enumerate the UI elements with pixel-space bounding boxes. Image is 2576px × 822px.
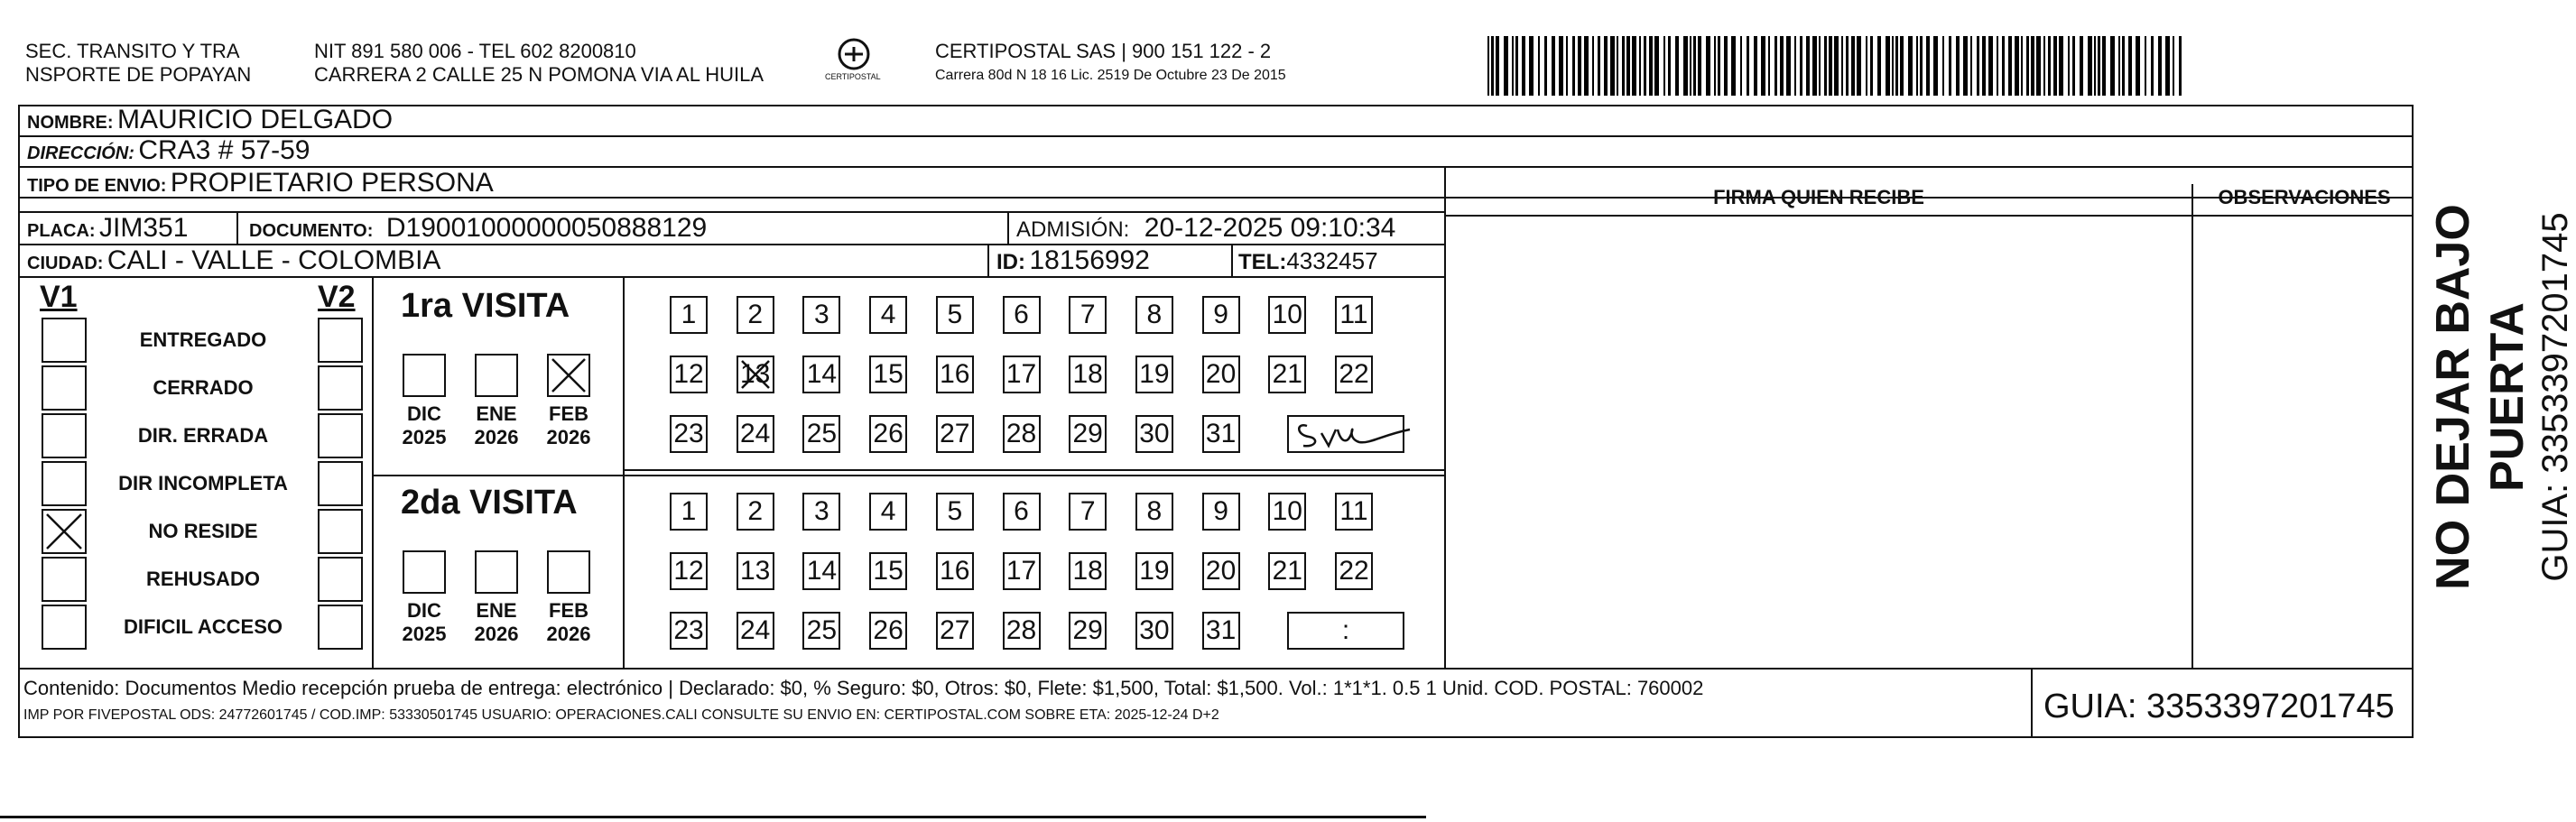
nombre-label: NOMBRE: <box>27 113 114 133</box>
day-box[interactable] <box>737 493 774 531</box>
day-number: 16 <box>940 556 970 586</box>
day-box[interactable] <box>1003 415 1041 453</box>
day-number: 25 <box>806 419 838 448</box>
month-checkbox[interactable] <box>403 550 446 594</box>
day-number: 2 <box>747 496 764 526</box>
v1-label: V1 <box>40 280 78 314</box>
tel-field <box>1238 245 1378 276</box>
day-box[interactable] <box>936 296 974 334</box>
day-number: 21 <box>1272 359 1302 389</box>
tel-label: TEL: <box>1238 250 1287 274</box>
day-box[interactable] <box>670 612 708 650</box>
day-number: 19 <box>1139 359 1170 389</box>
placa-value: JIM351 <box>99 213 189 243</box>
month-year: 2025 <box>402 623 447 645</box>
day-number: 26 <box>873 419 903 448</box>
day-box[interactable] <box>936 552 974 590</box>
day-number: 9 <box>1213 300 1228 329</box>
day-number: 1 <box>681 300 697 329</box>
day-number: 14 <box>806 556 838 586</box>
month-label <box>542 599 596 646</box>
day-box[interactable] <box>802 493 840 531</box>
day-number: 5 <box>947 496 963 526</box>
month-checkbox[interactable] <box>475 354 518 397</box>
month-label <box>397 599 451 646</box>
placa-label: PLACA: <box>27 221 96 241</box>
day-number: 6 <box>1014 496 1029 526</box>
day-box[interactable] <box>802 296 840 334</box>
day-box[interactable] <box>1135 415 1173 453</box>
v2-checkbox[interactable] <box>318 413 363 458</box>
day-number: 7 <box>1080 300 1096 329</box>
day-box[interactable] <box>1335 296 1373 334</box>
documento-value: D19001000000050888129 <box>385 213 708 243</box>
day-box[interactable] <box>1003 296 1041 334</box>
day-number: 5 <box>947 300 963 329</box>
day-box[interactable] <box>1069 612 1107 650</box>
tel-value: 4332457 <box>1286 247 1378 274</box>
month-name: FEB <box>549 402 588 425</box>
day-number: 3 <box>814 300 829 329</box>
day-number: 24 <box>740 615 771 645</box>
barcode <box>1487 36 2191 96</box>
sender-contact-line-2: CARRERA 2 CALLE 25 N POMONA VIA AL HUILA <box>314 63 764 86</box>
admision-label: ADMISIÓN: <box>1016 217 1130 242</box>
day-box[interactable] <box>802 612 840 650</box>
day-box[interactable] <box>869 612 907 650</box>
day-box[interactable] <box>737 612 774 650</box>
day-box[interactable] <box>936 415 974 453</box>
day-box[interactable] <box>737 552 774 590</box>
month-year: 2026 <box>474 623 519 645</box>
day-number: 18 <box>1072 359 1103 389</box>
day-box[interactable] <box>1335 356 1373 393</box>
day-number: 12 <box>673 556 704 586</box>
nombre-value: MAURICIO DELGADO <box>117 105 394 134</box>
check-mark-icon <box>738 357 773 392</box>
day-number: 10 <box>1272 300 1302 329</box>
day-number: 14 <box>806 359 838 389</box>
side-warning: NO DEJAR BAJO PUERTA <box>2427 204 2534 590</box>
v1-checkbox[interactable] <box>42 461 87 506</box>
day-number: 23 <box>673 615 704 645</box>
carrier-logo <box>820 36 901 90</box>
tipo-envio-field <box>27 168 494 199</box>
day-box[interactable] <box>936 493 974 531</box>
day-number: 31 <box>1205 615 1237 645</box>
day-box[interactable] <box>1202 612 1240 650</box>
day-box[interactable] <box>1069 356 1107 393</box>
month-checkbox[interactable] <box>475 550 518 594</box>
direccion-value: CRA3 # 57-59 <box>138 135 310 165</box>
v1-checkbox[interactable] <box>42 413 87 458</box>
v1-checkbox[interactable] <box>42 365 87 411</box>
id-label: ID: <box>996 250 1025 274</box>
day-number: 28 <box>1005 419 1037 448</box>
month-name: FEB <box>549 599 588 622</box>
day-box[interactable] <box>1135 612 1173 650</box>
day-box[interactable] <box>802 415 840 453</box>
day-box[interactable] <box>670 493 708 531</box>
month-name: DIC <box>407 402 441 425</box>
carrier-name: CERTIPOSTAL SAS | 900 151 122 - 2 <box>935 40 1272 62</box>
day-box[interactable] <box>1202 415 1240 453</box>
v2-checkbox[interactable] <box>318 318 363 363</box>
status-label: DIFICIL ACCESO <box>123 615 283 638</box>
v1-checkbox[interactable] <box>42 557 87 602</box>
day-number: 12 <box>673 359 704 389</box>
placa-field <box>27 213 188 244</box>
day-box[interactable] <box>1335 493 1373 531</box>
day-number: 8 <box>1146 496 1163 526</box>
footer-guia: GUIA: 3353397201745 <box>2043 688 2395 725</box>
day-box[interactable] <box>1135 356 1173 393</box>
day-box[interactable] <box>869 552 907 590</box>
day-number: 19 <box>1139 556 1170 586</box>
day-box[interactable] <box>1202 296 1240 334</box>
day-number: 8 <box>1146 300 1163 329</box>
v2-label: V2 <box>318 280 356 314</box>
id-value: 18156992 <box>1029 245 1150 275</box>
ciudad-value: CALI - VALLE - COLOMBIA <box>107 245 441 275</box>
status-label: DIR INCOMPLETA <box>118 472 288 494</box>
tipo-envio-label: TIPO DE ENVIO: <box>27 176 167 196</box>
day-box[interactable] <box>670 296 708 334</box>
day-number: 30 <box>1139 419 1170 448</box>
day-box[interactable] <box>802 552 840 590</box>
day-box[interactable] <box>1003 493 1041 531</box>
firma-label: FIRMA QUIEN RECIBE <box>1713 186 1924 208</box>
day-box[interactable] <box>1135 296 1173 334</box>
second-visit-title: 2da VISITA <box>401 484 578 522</box>
visit-signature-box[interactable] <box>1287 415 1404 453</box>
signature-area[interactable] <box>1446 217 2191 668</box>
day-number: 1 <box>681 496 697 526</box>
month-label <box>542 402 596 449</box>
day-number: 28 <box>1005 615 1037 645</box>
day-box[interactable] <box>1069 552 1107 590</box>
day-box[interactable] <box>1135 552 1173 590</box>
day-box[interactable] <box>737 356 774 393</box>
day-box[interactable] <box>1335 552 1373 590</box>
id-field <box>996 245 1150 276</box>
day-number: 22 <box>1339 359 1369 389</box>
day-box[interactable] <box>869 493 907 531</box>
day-box[interactable] <box>670 356 708 393</box>
logo-icon <box>820 36 901 90</box>
day-number: 21 <box>1272 556 1302 586</box>
day-box[interactable] <box>1069 493 1107 531</box>
day-box[interactable] <box>737 415 774 453</box>
day-box[interactable] <box>869 296 907 334</box>
day-number: 25 <box>806 615 838 645</box>
day-box[interactable] <box>869 356 907 393</box>
day-number: 26 <box>873 615 903 645</box>
month-checkbox[interactable] <box>547 354 590 397</box>
month-checkbox[interactable] <box>547 550 590 594</box>
day-number: 20 <box>1205 556 1237 586</box>
first-visit-title: 1ra VISITA <box>401 287 570 325</box>
month-checkbox[interactable] <box>403 354 446 397</box>
day-box[interactable] <box>1202 493 1240 531</box>
month-name: ENE <box>476 599 517 622</box>
day-box[interactable] <box>1003 356 1041 393</box>
day-number: 2 <box>747 300 764 329</box>
day-number: 15 <box>873 359 903 389</box>
day-number: 27 <box>940 615 970 645</box>
direccion-label: DIRECCIÓN: <box>27 143 134 163</box>
day-number: 4 <box>880 496 896 526</box>
day-number: 18 <box>1072 556 1103 586</box>
day-box[interactable] <box>1268 296 1306 334</box>
day-box[interactable] <box>1003 552 1041 590</box>
day-box[interactable] <box>670 415 708 453</box>
v2-checkbox[interactable] <box>318 461 363 506</box>
logo-text: CERTIPOSTAL <box>825 72 881 81</box>
month-year: 2026 <box>546 623 591 645</box>
side-guia: GUIA: 3353397201745 <box>2535 212 2575 582</box>
day-number: 13 <box>740 359 771 389</box>
v1-checkbox[interactable] <box>42 509 87 554</box>
carrier-info <box>935 40 1286 85</box>
day-box[interactable] <box>1268 552 1306 590</box>
day-number: 6 <box>1014 300 1029 329</box>
day-number: 23 <box>673 419 704 448</box>
day-box[interactable] <box>802 356 840 393</box>
v2-checkbox[interactable] <box>318 605 363 650</box>
month-year: 2026 <box>546 426 591 448</box>
v1-checkbox[interactable] <box>42 605 87 650</box>
day-box[interactable] <box>1135 493 1173 531</box>
day-box[interactable] <box>1069 415 1107 453</box>
check-mark-icon <box>549 356 588 395</box>
v2-checkbox[interactable] <box>318 365 363 411</box>
status-label: NO RESIDE <box>148 520 258 542</box>
day-number: 11 <box>1339 300 1368 329</box>
handwritten-signature-icon <box>1289 417 1403 451</box>
month-year: 2026 <box>474 426 519 448</box>
ciudad-label: CIUDAD: <box>27 254 104 273</box>
nombre-field <box>27 105 393 135</box>
day-box[interactable] <box>869 415 907 453</box>
day-number: 15 <box>873 556 903 586</box>
admision-value: 20-12-2025 09:10:34 <box>1144 213 1396 243</box>
direccion-field <box>27 135 310 166</box>
sender-name-line-1: SEC. TRANSITO Y TRA <box>25 40 240 62</box>
month-label <box>469 402 524 449</box>
day-number: 7 <box>1080 496 1096 526</box>
status-label: ENTREGADO <box>139 328 267 351</box>
day-box[interactable] <box>1069 296 1107 334</box>
day-box[interactable] <box>1202 552 1240 590</box>
day-number: 31 <box>1205 419 1237 448</box>
day-number: 27 <box>940 419 970 448</box>
tipo-envio-value: PROPIETARIO PERSONA <box>170 168 494 198</box>
footer-contenido: Contenido: Documentos Medio recepción prueba de entrega: electrónico | Declarado: $0, % Seguro: $0, Otros: $0, Flete: $1,500, Total: $1,500. Vol.: 1*1*1. 0.5 1 Unid. COD. POSTAL: 760002 <box>23 677 1704 699</box>
day-number: 16 <box>940 359 970 389</box>
day-box[interactable] <box>1202 356 1240 393</box>
day-box[interactable] <box>737 296 774 334</box>
v1-checkbox[interactable] <box>42 318 87 363</box>
month-label <box>397 402 451 449</box>
month-name: DIC <box>407 599 441 622</box>
day-number: 30 <box>1139 615 1170 645</box>
documento-field <box>249 213 707 244</box>
day-number: 13 <box>740 556 771 586</box>
sender-name <box>25 40 251 87</box>
status-label: CERRADO <box>153 376 254 399</box>
month-year: 2025 <box>402 426 447 448</box>
day-box[interactable] <box>936 612 974 650</box>
day-number: 9 <box>1213 496 1228 526</box>
day-number: 17 <box>1005 556 1037 586</box>
status-label: REHUSADO <box>146 568 260 590</box>
status-label: DIR. ERRADA <box>137 424 269 447</box>
v2-checkbox[interactable] <box>318 557 363 602</box>
day-number: 22 <box>1339 556 1369 586</box>
day-box[interactable] <box>936 356 974 393</box>
day-number: 20 <box>1205 359 1237 389</box>
observaciones-area[interactable] <box>2193 217 2414 668</box>
day-number: 3 <box>814 496 829 526</box>
day-number: 29 <box>1072 615 1103 645</box>
day-box[interactable] <box>1003 612 1041 650</box>
day-number: 4 <box>880 300 896 329</box>
day-box[interactable] <box>1268 493 1306 531</box>
day-number: 17 <box>1005 359 1037 389</box>
footer-imp: IMP POR FIVEPOSTAL ODS: 24772601745 / COD.IMP: 53330501745 USUARIO: OPERACIONES.CALI CONSULTE SU ENVIO EN: CERTIPOSTAL.COM SOBRE ETA: 2025-12-24 D+2 <box>23 707 1219 723</box>
visit-time-box[interactable]: : <box>1287 612 1404 650</box>
month-label <box>469 599 524 646</box>
admision-field <box>1016 213 1395 244</box>
v2-checkbox[interactable] <box>318 509 363 554</box>
ciudad-field <box>27 245 440 276</box>
documento-label: DOCUMENTO: <box>249 221 374 241</box>
sender-contact-line-1: NIT 891 580 006 - TEL 602 8200810 <box>314 40 636 62</box>
day-number: 24 <box>740 419 771 448</box>
side-text <box>2426 144 2575 650</box>
sender-name-line-2: NSPORTE DE POPAYAN <box>25 63 252 86</box>
day-number: 29 <box>1072 419 1103 448</box>
month-name: ENE <box>476 402 517 425</box>
sender-contact <box>314 40 764 87</box>
observaciones-label: OBSERVACIONES <box>2218 186 2391 208</box>
day-number: 11 <box>1339 496 1368 526</box>
check-mark-icon <box>43 511 85 552</box>
day-box[interactable] <box>670 552 708 590</box>
carrier-license: Carrera 80d N 18 16 Lic. 2519 De Octubre 23 De 2015 <box>935 68 1286 83</box>
day-number: 10 <box>1272 496 1302 526</box>
day-box[interactable] <box>1268 356 1306 393</box>
